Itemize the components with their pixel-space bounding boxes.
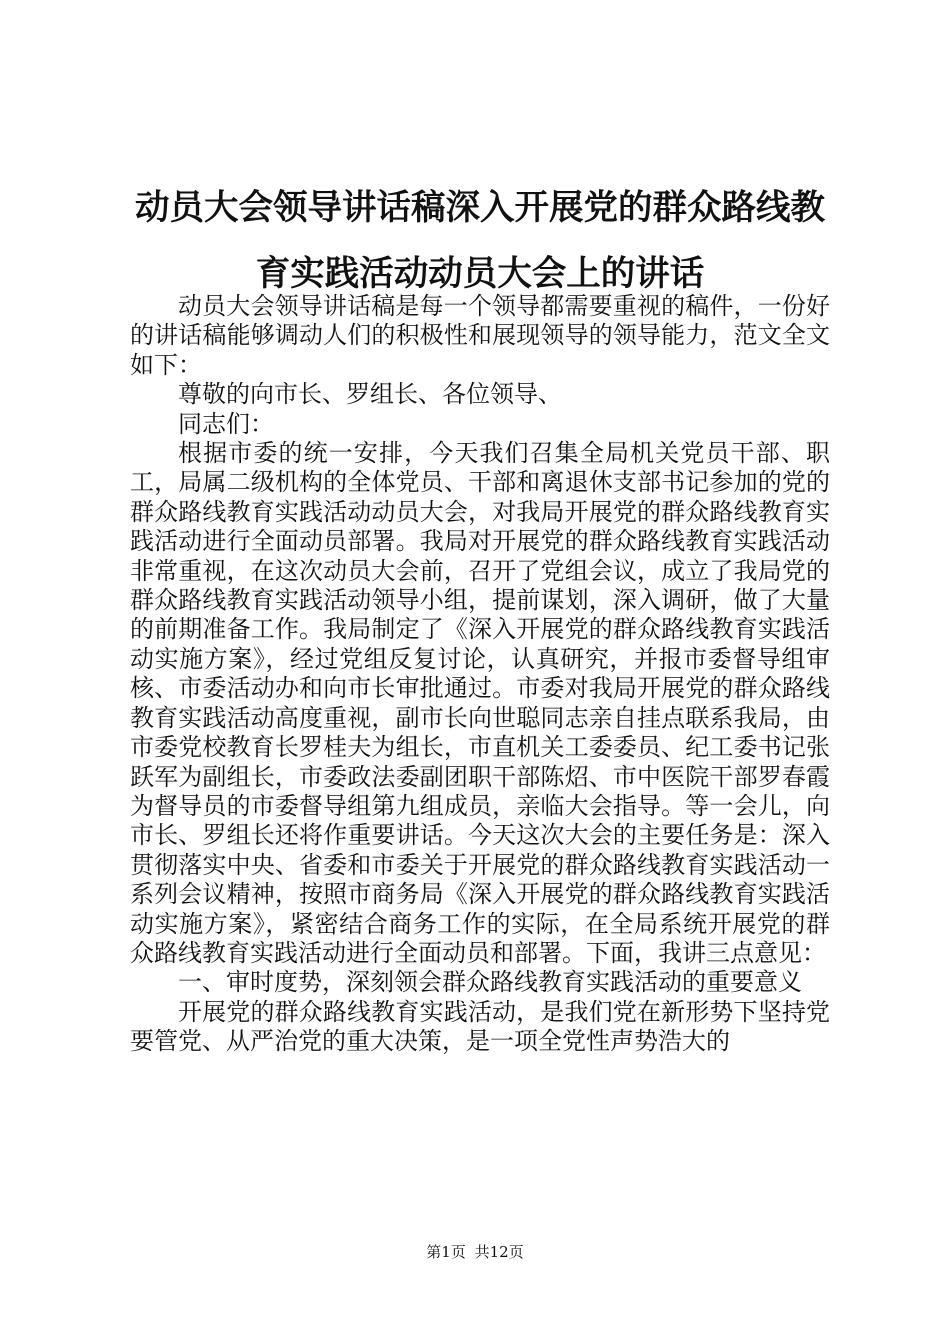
document-body: [130, 292, 830, 1057]
page-number: 第1页: [426, 1243, 466, 1261]
page-total: 共12页: [474, 1243, 524, 1261]
paragraph-greeting: 同志们：: [178, 409, 274, 438]
paragraph-section-body: 开展党的群众路线教育实践活动，是我们党在新形势下坚持党要管党、从严治党的重大决策，是一项全党性声势浩大的: [130, 997, 830, 1056]
paragraph-intro: 动员大会领导讲话稿是每一个领导都需要重视的稿件，一份好的讲话稿能够调动人们的积极性和展现领导的领导能力，范文全文如下：: [130, 292, 830, 379]
paragraph-main: 根据市委的统一安排，今天我们召集全局机关党员干部、职工，局属二级机构的全体党员、干部和离退休支部书记参加的党的群众路线教育实践活动动员大会，对我局开展党的群众路线教育实践活动进行全面动员部署。我局对开展党的群众路线教育实践活动非常重视，在这次动员大会前，召开了党组会议，成立了我局党的群众路线教育实践活动领导小组，提前谋划，深入调研，做了大量的前期准备工作。我局制定了《深入开展党的群众路线教育实践活动实施方案》，经过党组反复讨论，认真研究，并报市委督导组审核、市委活动办和向市长审批通过。市委对我局开展党的群众路线教育实践活动高度重视，副市长向世聪同志亲自挂点联系我局，由市委党校教育长罗桂夫为组长，市直机关工委委员、纪工委书记张跃军为副组长，市委政法委副团职干部陈炤、市中医院干部罗春霞为督导员的市委督导组第九组成员，亲临大会指导。等一会儿，向市长、罗组长还将作重要讲话。今天这次大会的主要任务是：深入贯彻落实中央、省委和市委关于开展党的群众路线教育实践活动一系列会议精神，按照市商务局《深入开展党的群众路线教育实践活动实施方案》，紧密结合商务工作的实际，在全局系统开展党的群众路线教育实践活动进行全面动员和部署。下面，我讲三点意见：: [130, 439, 830, 967]
document-title: 动员大会领导讲话稿深入开展党的群众路线教育实践活动动员大会上的讲话: [135, 188, 825, 294]
page-footer: [0, 1242, 950, 1262]
paragraph-salutation: 尊敬的向市长、罗组长、各位领导、: [178, 380, 562, 409]
paragraph-section-heading: 一、审时度势，深刻领会群众路线教育实践活动的重要意义: [178, 968, 802, 997]
